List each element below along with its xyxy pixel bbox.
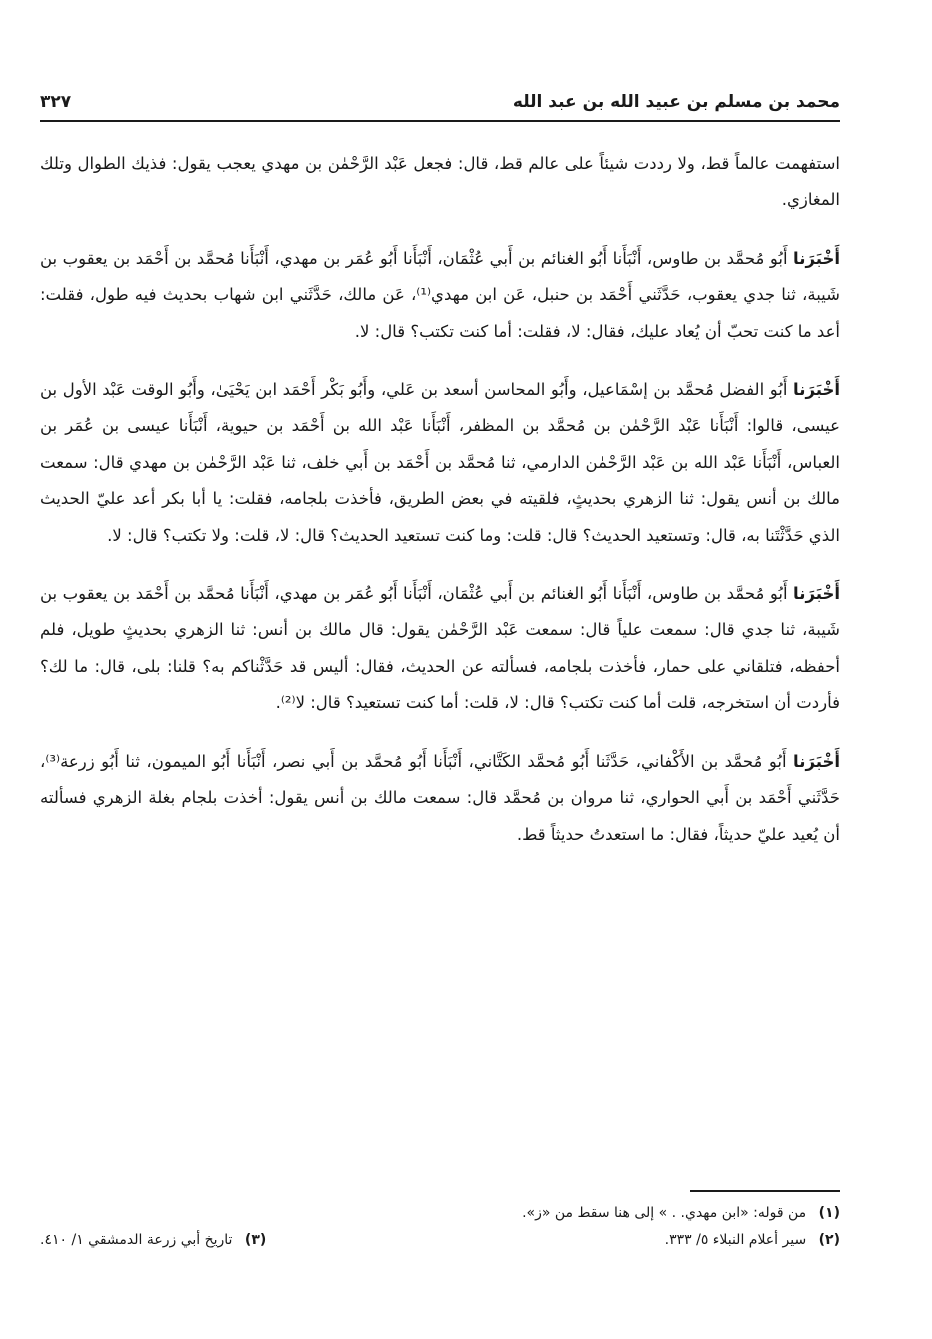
footnote-mark: (٣) [244, 1232, 267, 1248]
footnote-row [40, 1227, 840, 1254]
footnotes [40, 1200, 840, 1254]
footnote-3 [40, 1227, 266, 1254]
paragraph-text: أَبُو مُحمَّد بن طاوس، أَنْبَأَنا أَبُو الغنائم بن أَبي عُثْمَان، أَنْبَأَنا أَبُو عُمَر بن مهدي، أَنْبَأَنا مُحمَّد بن أَحْمَد بن يعقوب بن شَيبة، ثنا جدي قال: سمعت علياً قال: سمعت عَبْد الرَّحْمٰن يقول: قال مالك بن أنس: ثنا الزهري بحديثٍ طويل، فلم أحفظه، فتلقاني على حمار، فأخذت بلجامه، فسألته عن الحديث، فقال: أليس قد حَدَّثْناكم به؟ قلنا: بلى، قال: ما لك؟ فأردت أن استخرجه، قلت أما كنت تكتب؟ قال: لا، قلت: أما كنت تستعيد؟ قال: لا⁽²⁾. [40, 584, 840, 713]
running-title: محمد بن مسلم بن عبيد الله بن عبد الله [512, 92, 840, 112]
footnote-2 [665, 1227, 840, 1254]
paragraph-lead: أَخْبَرَنا [793, 248, 840, 268]
paragraph-text: أَبُو مُحمَّد بن طاوس، أَنْبَأَنا أَبُو الغنائم بن أَبي عُثْمَان، أَنْبَأَنا أَبُو عُمَر بن مهدي، أَنْبَأَنا مُحمَّد بن أَحْمَد بن يعقوب بن شَيبة، ثنا جدي يعقوب، حَدَّثَني أَحْمَد بن حنبل، عَن ابن مهدي⁽¹⁾، عَن مالك، حَدَّثَني ابن شهاب بحديث فيه طول، فقلت: أعد ما كنت تحبّ أن يُعاد عليك، فقال: لا، فقلت: أما كنت تكتب؟ قال: لا. [40, 248, 840, 341]
paragraph-lead: أَخْبَرَنا [793, 584, 840, 604]
page-header [40, 72, 840, 122]
paragraph-text: استفهمت عالماً قط، ولا رددت شيئاً على عالم قط، قال: فجعل عَبْد الرَّحْمٰن بن مهدي يعجب يقول: فذيك الطوال وتلك المغازي. [40, 154, 840, 210]
paragraph-4 [40, 576, 840, 722]
main-text [40, 146, 840, 875]
paragraph-3 [40, 372, 840, 554]
footnote-text: من قوله: «ابن مهدي. . » إلى هنا سقط من «ز». [522, 1205, 807, 1221]
paragraph-1 [40, 146, 840, 219]
footnote-text: سير أعلام النبلاء ٥/ ٣٣٣. [664, 1232, 807, 1248]
paragraph-5 [40, 744, 840, 853]
paragraph-lead: أَخْبَرَنا [793, 380, 840, 400]
footnote-mark: (٢) [818, 1232, 840, 1248]
footnote-divider [690, 1190, 840, 1192]
paragraph-2 [40, 241, 840, 350]
footnote-row [40, 1200, 840, 1227]
footnote-text: تاريخ أبي زرعة الدمشقي ١/ ٤١٠. [40, 1232, 233, 1248]
book-page [40, 0, 840, 1339]
paragraph-text: أَبُو مُحمَّد بن الأَكْفاني، حَدَّثَنا أَبُو مُحمَّد الكَتَّاني، أَنْبَأَنا أَبُو مُحمَّد بن أَبي نصر، أَنْبَأَنا أَبُو الميمون، ثنا أَبُو زرعة⁽³⁾، حَدَّثَني أَحْمَد بن أَبي الحواري، ثنا مروان بن مُحمَّد قال: سمعت مالك بن أنس يقول: أخذت بلجام بغلة الزهري فسألته أن يُعيد عليّ حديثاً، فقال: ما استعدتُ حديثاً قط. [40, 751, 840, 844]
page-number: ٣٢٧ [40, 92, 72, 112]
paragraph-lead: أَخْبَرَنا [793, 751, 840, 771]
footnote-mark: (١) [818, 1205, 840, 1221]
paragraph-text: أَبُو الفضل مُحمَّد بن إسْمَاعيل، وأَبُو المحاسن أسعد بن عَلي، وأَبُو بَكْر أَحْمَد ابن يَحْيَىٰ، وأَبُو الوقت عَبْد الأول بن عيسى، قالوا: أَنْبَأَنا عَبْد الرَّحْمٰن بن مُحمَّد بن المظفر، أَنْبَأَنا عَبْد الله بن أَحْمَد بن حيوية، أَنْبَأَنا عيسى بن عُمَر بن العباس، أَنْبَأَنا عَبْد الله بن عَبْد الرَّحْمٰن الدارمي، ثنا مُحمَّد بن أَحْمَد بن أَبي خلف، ثنا عَبْد الرَّحْمٰن بن مهدي قال: سمعت مالك بن أنس يقول: ثنا الزهري بحديثٍ، فلقيته في بعض الطريق، فأخذت بلجامه، فقلت: يا أبا بكر أعد عليّ الحديث الذي حَدَّثْتَنا به، قال: وتستعيد الحديث؟ قال: قلت: وما كنت تستعيد الحديث؟ قال: لا، قلت: ولا تكتب؟ قال: لا. [40, 380, 840, 545]
footnote-1 [522, 1200, 840, 1227]
